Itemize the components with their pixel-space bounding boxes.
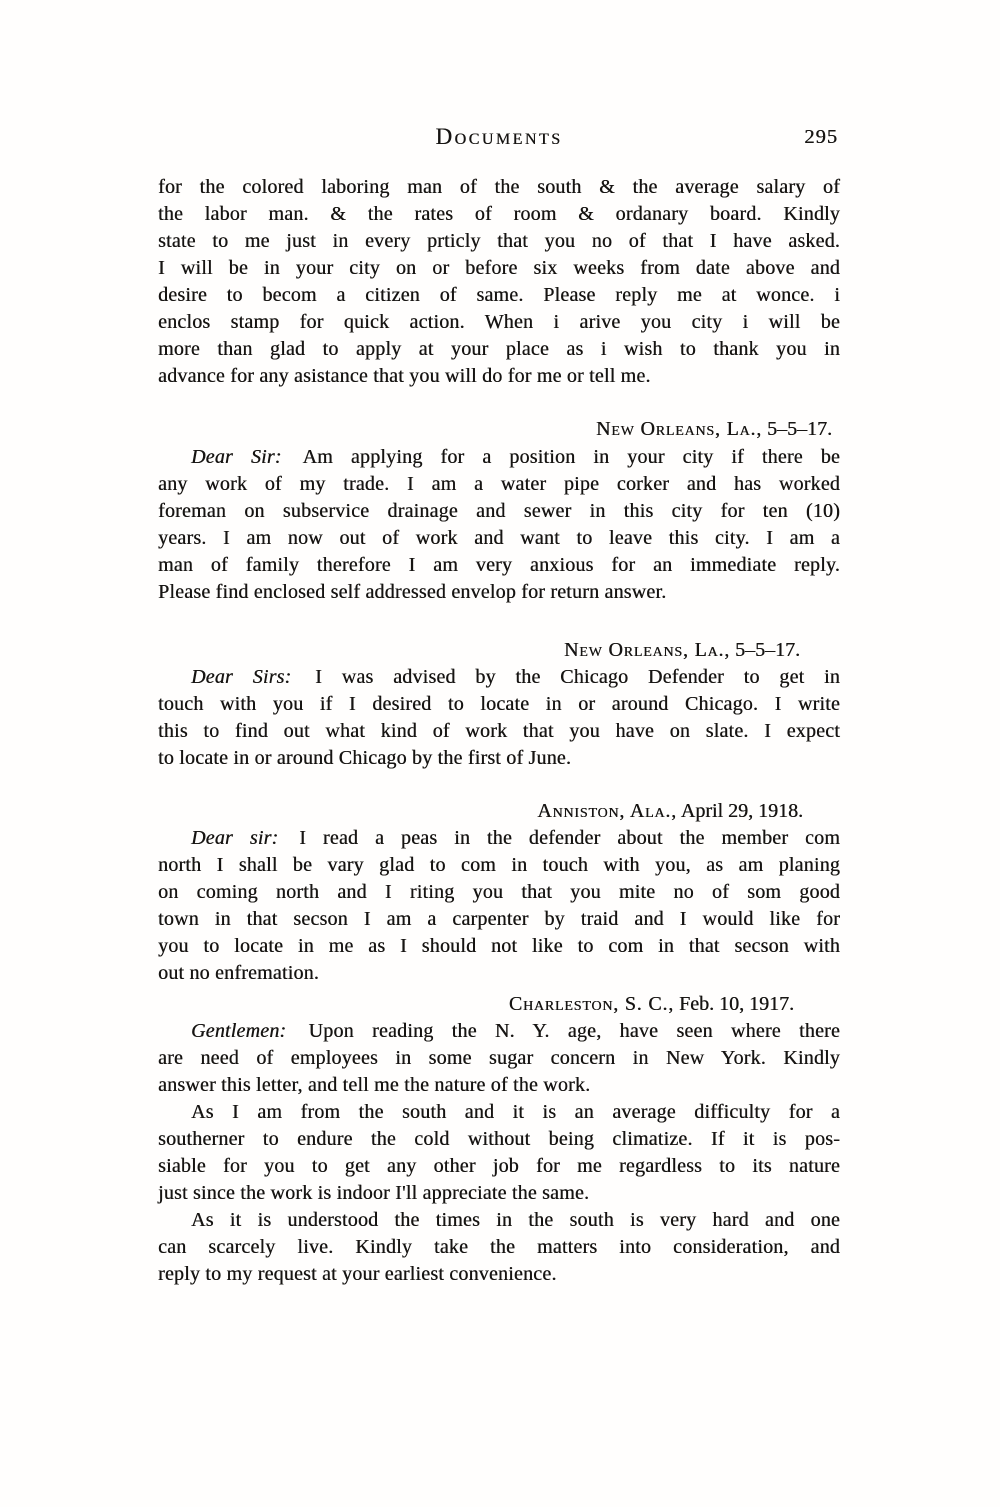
salutation: Dear Sirs: [191,666,292,688]
text-line: answer this letter, and tell me the nature of the work. [158,1074,591,1096]
dateline [158,991,840,1018]
text-line: state to me just in every prticly that you no of that I have asked. [158,230,840,252]
salutation: Dear Sir: [191,446,282,468]
text-line: years. I am now out of work and want to leave this city. I am a [158,527,840,549]
page-title: Documents [435,124,563,149]
dateline-place: New Orleans, La., [563,639,730,661]
text-line: southerner to endure the cold without being climatize. If it is pos- [158,1128,840,1150]
text-line: desire to becom a citizen of same. Please reply me at wonce. i [158,284,840,306]
text-line: any work of my trade. I am a water pipe corker and has worked [158,473,840,495]
text-line: I will be in your city on or before six weeks from date above and [158,257,840,279]
dateline-place: Anniston, Ala., [537,800,677,822]
text-line: As I am from the south and it is an average difficulty for a [191,1101,840,1123]
letter-body [158,444,840,606]
dateline [158,637,840,664]
text-line: on coming north and I riting you that you mite no of som good [158,881,840,903]
text-line: out no enfremation. [158,962,319,984]
text-line: just since the work is indoor I'll appreciate the same. [158,1182,590,1204]
dateline [158,416,840,443]
text-line: reply to my request at your earliest convenience. [158,1263,557,1285]
dateline-date: 5–5–17. [735,639,800,661]
text-line: Dear Sir: Am applying for a position in your city if there be [191,446,841,468]
text-line: advance for any asistance that you will do for me or tell me. [158,365,651,387]
salutation: Gentlemen: [191,1020,287,1042]
text-line: touch with you if I desired to locate in or around Chicago. I write [158,693,840,715]
salutation: Dear sir: [191,827,279,849]
dateline-date: Feb. 10, 1917. [679,993,794,1015]
text-line: can scarcely live. Kindly take the matters into consideration, and [158,1236,840,1258]
text-line: Dear sir: I read a peas in the defender about the member com [191,827,840,849]
letter-body [158,664,840,772]
text-line: to locate in or around Chicago by the first of June. [158,747,572,769]
text-line: enclos stamp for quick action. When i arive you city i will be [158,311,840,333]
text-line: Please find enclosed self addressed envelop for return answer. [158,581,667,603]
letter-paragraph [158,1018,840,1099]
text-line: north I shall be vary glad to com in touch with you, as am planing [158,854,840,876]
text-line: for the colored laboring man of the south & the average salary of [158,176,840,198]
text-line: this to find out what kind of work that you have on slate. I expect [158,720,840,742]
text-line: Dear Sirs: I was advised by the Chicago Defender to get in [191,666,841,688]
text-line: siable for you to get any other job for me regardless to its nature [158,1155,840,1177]
text-line: Gentlemen: Upon reading the N. Y. age, have seen where there [191,1020,840,1042]
text-line: As it is understood the times in the south is very hard and one [191,1209,840,1231]
letter-paragraph [158,1207,840,1288]
dateline-place: New Orleans, La., [595,418,762,440]
running-head [158,123,840,151]
dateline-place: Charleston, S. C., [508,993,674,1015]
dateline-date: 5–5–17. [767,418,832,440]
text-line: you to locate in me as I should not like to com in that secson with [158,935,840,957]
text-line: foreman on subservice drainage and sewer in this city for ten (10) [158,500,840,522]
letter-paragraph [158,1099,840,1207]
dateline [158,798,840,825]
letter-body [158,1018,840,1288]
text-line: are need of employees in some sugar concern in New York. Kindly [158,1047,840,1069]
intro-paragraph [158,174,840,390]
letter-body [158,825,840,987]
text-line: man of family therefore I am very anxious for an immediate reply. [158,554,840,576]
text-line: more than glad to apply at your place as i wish to thank you in [158,338,840,360]
text-line: the labor man. & the rates of room & ordanary board. Kindly [158,203,840,225]
text-line: town in that secson I am a carpenter by traid and I would like for [158,908,840,930]
page-number: 295 [804,126,838,148]
dateline-date: April 29, 1918. [680,800,803,822]
